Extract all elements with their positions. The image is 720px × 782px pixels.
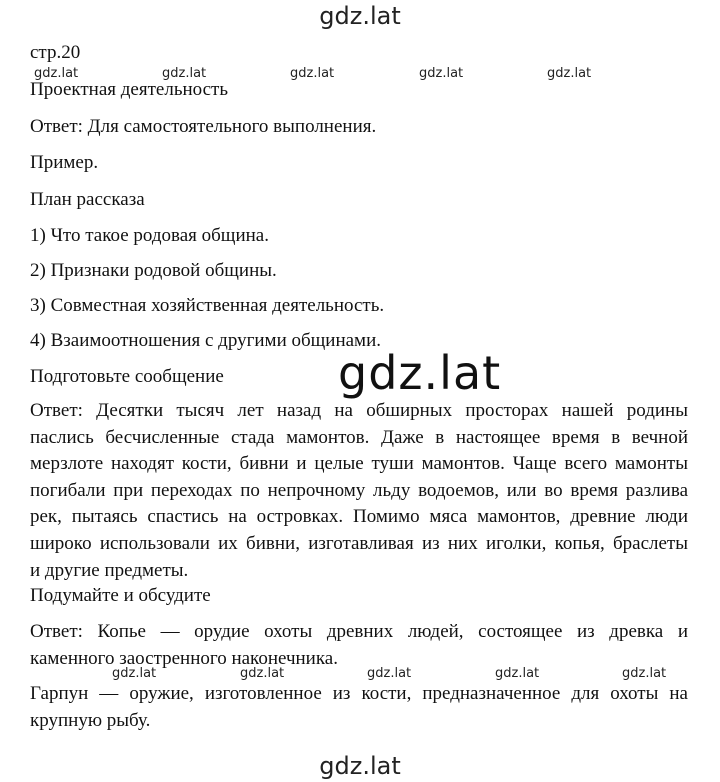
watermark-small: gdz.lat bbox=[162, 66, 207, 81]
example-label: Пример. bbox=[30, 152, 99, 173]
watermark-small: gdz.lat bbox=[547, 66, 592, 81]
watermark-top: gdz.lat bbox=[319, 2, 401, 30]
harpoon-line: крупную рыбу. bbox=[30, 709, 151, 731]
report-answer bbox=[30, 398, 688, 584]
harpoon-definition bbox=[30, 681, 688, 734]
discuss-heading: Подумайте и обсудите bbox=[30, 585, 211, 606]
report-answer-line: Ответ: Десятки тысяч лет назад на обширных просторах нашей родины bbox=[30, 400, 688, 421]
watermark-bottom: gdz.lat bbox=[319, 752, 401, 780]
watermark-small: gdz.lat bbox=[240, 666, 285, 681]
watermark-small: gdz.lat bbox=[367, 666, 412, 681]
page-reference: стр.20 bbox=[30, 42, 81, 63]
project-heading: Проектная деятельность bbox=[30, 79, 229, 100]
watermark-small: gdz.lat bbox=[112, 666, 157, 681]
watermark-small: gdz.lat bbox=[622, 666, 667, 681]
report-answer-line: паслись бесчисленные стада мамонтов. Даже в настоящее время в вечной bbox=[30, 426, 688, 448]
report-answer-line: погибали при переходах по непрочному льду водоемов, или во время разлива bbox=[30, 479, 688, 501]
watermark-small: gdz.lat bbox=[495, 666, 540, 681]
harpoon-line: Гарпун — оружие, изготовленное из кости, предназначенное для охоты на bbox=[30, 683, 688, 704]
plan-item: 3) Совместная хозяйственная деятельность. bbox=[30, 295, 385, 316]
plan-title: План рассказа bbox=[30, 189, 145, 210]
plan-item: 1) Что такое родовая община. bbox=[30, 225, 269, 246]
watermark-small: gdz.lat bbox=[290, 66, 335, 81]
report-heading: Подготовьте сообщение bbox=[30, 366, 224, 387]
discuss-answer-line: Ответ: Копье — орудие охоты древних людей, состоящее из древка и bbox=[30, 621, 688, 642]
report-answer-line: мерзлоте находят кости, бивни и целые туши мамонтов. Чаще всего мамонты bbox=[30, 453, 688, 475]
project-answer: Ответ: Для самостоятельного выполнения. bbox=[30, 116, 377, 137]
report-answer-line: рек, пытаясь спастись на островках. Помимо мяса мамонтов, древние люди bbox=[30, 506, 688, 528]
report-answer-line: широко использовали их бивни, изготавливая из них иголки, копья, браслеты bbox=[30, 532, 688, 554]
watermark-small: gdz.lat bbox=[34, 66, 79, 81]
watermark-large: gdz.lat bbox=[338, 346, 502, 400]
plan-item: 2) Признаки родовой общины. bbox=[30, 260, 277, 281]
watermark-small: gdz.lat bbox=[419, 66, 464, 81]
discuss-answer-line: каменного заостренного наконечника. bbox=[30, 647, 338, 669]
plan-item: 4) Взаимоотношения с другими общинами. bbox=[30, 330, 381, 351]
discuss-answer bbox=[30, 619, 688, 672]
report-answer-line: и другие предметы. bbox=[30, 559, 189, 581]
